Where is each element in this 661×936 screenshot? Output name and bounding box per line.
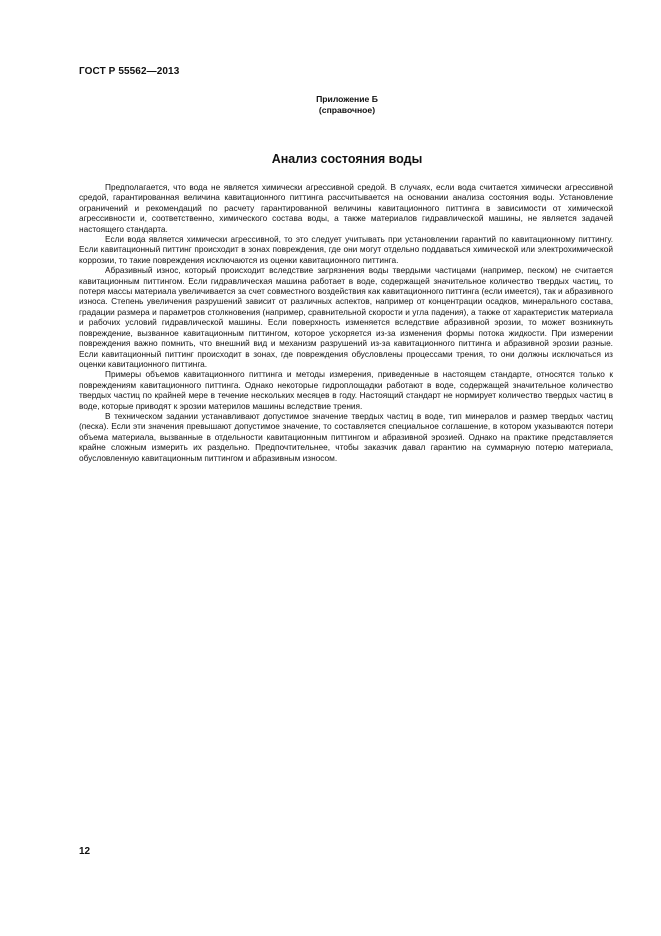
appendix-title: Приложение Б — [316, 94, 378, 104]
body-text — [79, 182, 613, 463]
paragraph: Примеры объемов кавитационного питтинга и методы измерения, приведенные в настоящем стандарте, относятся только к повреждениям кавитационного питтинга. Однако некоторые гидроплощадки работают в воде, содержащей значительное количество твердых частиц по крайней мере в течение нескольких месяцев в году. Настоящий стандарт не нормирует количество твердых частиц в воде, которые приводят к эрозии материлов машины вследствие трения. — [79, 369, 613, 411]
paragraph: Абразивный износ, который происходит вследствие загрязнения воды твердыми частицами (например, песком) не считается кавитационным питтингом. Если гидравлическая машина работает в воде, содержащей значительное количество твердых частиц, то потеря массы материала увеличивается за счет совместного воздействия как кавитационного питтинга (если имеется), так и абразивного износа. Степень увеличения разрушений зависит от различных аспектов, например от концентрации осадков, минерального состава, градации размера и параметров столкновения (например, сравнительной скорости и угла падения), а также от характеристик материала и рабочих условий гидравлической машины. Если поверхность изменяется вследствие абразивной эрозии, то может возникнуть повреждение, вызванное кавитационным питтингом, которое ускоряется из-за изменения формы потока жидкости. При измерении повреждения важно помнить, что внешний вид и механизм разрушений из-за кавитационного питтинга и абразивной эрозии разные. Если кавитационный питтинг происходит в зонах, где повреждения обусловлены процессами трения, то они должны исключаться из оценки кавитационного питтинга. — [79, 265, 613, 369]
paragraph: Предполагается, что вода не является химически агрессивной средой. В случаях, если вода считается химически агрессивной средой, гарантированная величина кавитационного питтинга рассчитывается на основании анализа состояния воды. Установление ограничений и рекомендаций по расчету гарантированной величины кавитационного питтинга в зависимости от химической агрессивности и, соответственно, химического состава воды, а также материалов гидравлической машины, не является задачей настоящего стандарта. — [79, 182, 613, 234]
section-title: Анализ состояния воды — [271, 152, 423, 166]
appendix-heading — [0, 94, 661, 116]
paragraph: В техническом задании устанавливают допустимое значение твердых частиц в воде, тип минералов и размер твердых частиц (песка). Если эти значения превышают допустимое значение, то составляется специальное соглашение, в котором указываются потери объема материала, вызванные в отдельности кавитационным питтингом и абразивной эрозией. Однако на практике представляется крайне сложным измерить их раздельно. Предпочтительнее, чтобы заказчик давал гарантию на суммарную потерю материала, обусловленную кавитационным питтингом и абразивным износом. — [79, 410, 613, 463]
paragraph: Если вода является химически агрессивной, то это следует учитывать при установлении гарантий по кавитационному питтингу. Если кавитационный питтинг происходит в зонах повреждения, где они могут отдельно поддаваться химической или электрохимической коррозии, то такие повреждения исключаются из оценки кавитационного питтинга. — [79, 234, 613, 265]
appendix-subtitle: (справочное) — [318, 105, 376, 115]
page-number: 12 — [79, 846, 91, 857]
document-header: ГОСТ Р 55562—2013 — [79, 66, 180, 77]
